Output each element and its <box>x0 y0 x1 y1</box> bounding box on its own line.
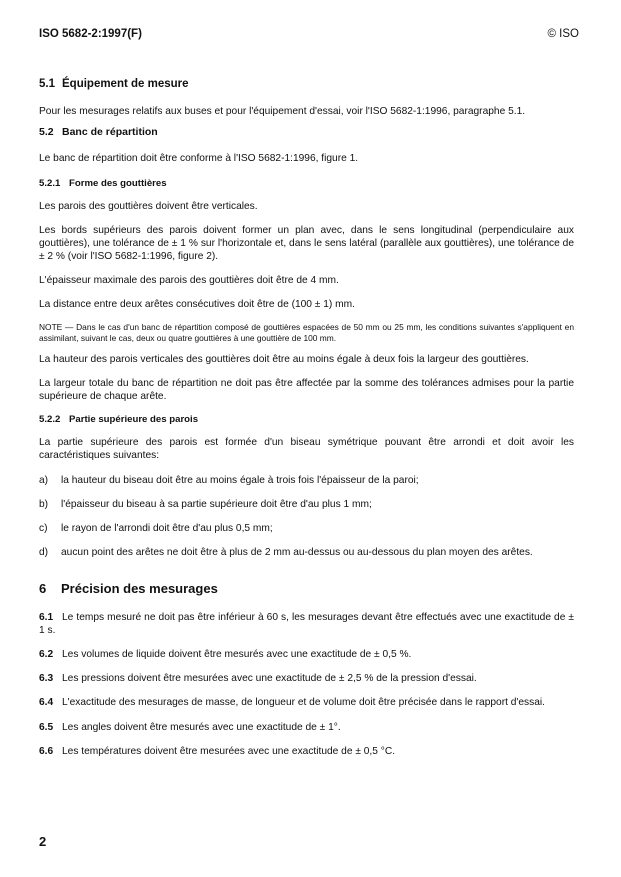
section-title: Équipement de mesure <box>62 78 189 90</box>
clause-number: 6.2 <box>39 649 54 660</box>
clause-text: Les températures doivent être mesurées avec une exactitude de ± 0,5 °C. <box>62 746 396 757</box>
clause-text: Les angles doivent être mesurés avec une exactitude de ± 1°. <box>62 722 341 733</box>
section-title: Forme des gouttières <box>69 178 167 189</box>
page-number: 2 <box>39 834 47 849</box>
section-number: 5.2.1 <box>39 178 61 189</box>
note: NOTE — Dans le cas d'un banc de répartition composé de gouttières espacées de 50 mm ou 25 mm, les conditions suivantes s'appliquent en assimilant, suivant le cas, deux ou quatre gouttières à une gouttière de 100 mm. <box>39 322 574 343</box>
section-heading-5-2-1 <box>39 177 574 190</box>
clause-6-3 <box>39 672 574 685</box>
clause-number: 6.4 <box>39 697 54 708</box>
list-item-label: a) <box>39 475 49 486</box>
section-number: 5.2.2 <box>39 414 61 425</box>
section-title: Précision des mesurages <box>61 581 218 596</box>
list-item-text: la hauteur du biseau doit être au moins égale à trois fois l'épaisseur de la paroi; <box>61 475 419 486</box>
list-item-text: l'épaisseur du biseau à sa partie supérieure doit être d'au plus 1 mm; <box>61 499 372 510</box>
clause-6-2 <box>39 648 574 661</box>
section-title: Partie supérieure des parois <box>69 414 199 425</box>
clause-number: 6.3 <box>39 673 54 684</box>
list-item-label: d) <box>39 547 49 558</box>
section-heading-5-2-2 <box>39 413 574 426</box>
section-number: 5.1 <box>39 78 55 90</box>
paragraph: Le banc de répartition doit être conforme à l'ISO 5682-1:1996, figure 1. <box>39 153 359 164</box>
clause-number: 6.1 <box>39 612 54 623</box>
clause-text: Le temps mesuré ne doit pas être inférieur à 60 s, les mesurages devant être effectués avec une exactitude de ± 1 s. <box>39 612 574 636</box>
clause-text: L'exactitude des mesurages de masse, de longueur et de volume doit être précisée dans le rapport d'essai. <box>62 697 545 708</box>
list-item <box>39 522 574 536</box>
paragraph: Les bords supérieurs des parois doivent former un plan avec, dans le sens longitudinal (perpendiculaire aux gouttières), une tolérance de ± 1 % sur l'horizontale et, dans le sens latéral (parallèle aux gouttières), une tolérance de ± 2 % (voir l'ISO 5682-1:1996, figure 2). <box>39 225 574 262</box>
paragraph: L'épaisseur maximale des parois des gouttières doit être de 4 mm. <box>39 275 339 286</box>
section-heading-5-1 <box>39 78 574 91</box>
list-item-text: le rayon de l'arrondi doit être d'au plus 0,5 mm; <box>61 523 273 534</box>
section-number: 5.2 <box>39 126 54 138</box>
list-item-text: aucun point des arêtes ne doit être à plus de 2 mm au-dessus ou au-dessous du plan moyen des arêtes. <box>61 547 533 558</box>
list-item <box>39 474 574 488</box>
list-item-label: b) <box>39 499 49 510</box>
paragraph: La partie supérieure des parois est formée d'un biseau symétrique pouvant être arrondi et doit avoir les caractéristiques suivantes: <box>39 437 574 461</box>
list-item-label: c) <box>39 523 48 534</box>
section-heading-6 <box>39 582 574 595</box>
section-heading-5-2 <box>39 126 574 139</box>
paragraph: La hauteur des parois verticales des gouttières doit être au moins égale à deux fois la largeur des gouttières. <box>39 354 529 365</box>
paragraph: La distance entre deux arêtes consécutives doit être de (100 ± 1) mm. <box>39 299 355 310</box>
clause-text: Les volumes de liquide doivent être mesurés avec une exactitude de ± 0,5 %. <box>62 649 412 660</box>
clause-6-5 <box>39 721 574 734</box>
clause-number: 6.6 <box>39 746 54 757</box>
section-title: Banc de répartition <box>62 126 158 138</box>
list-item <box>39 546 574 560</box>
document-header-standard: ISO 5682-2:1997(F) <box>39 28 142 40</box>
paragraph: Pour les mesurages relatifs aux buses et pour l'équipement d'essai, voir l'ISO 5682-1:1996, paragraphe 5.1. <box>39 106 526 117</box>
list-item <box>39 498 574 512</box>
document-header-copyright: © ISO <box>547 28 579 40</box>
clause-6-1 <box>39 611 574 637</box>
paragraph: La largeur totale du banc de répartition ne doit pas être affectée par la somme des tolérances admises pour la partie supérieure de chaque arête. <box>39 378 574 402</box>
clause-6-6 <box>39 745 574 758</box>
clause-number: 6.5 <box>39 722 54 733</box>
section-number: 6 <box>39 581 47 596</box>
paragraph: Les parois des gouttières doivent être verticales. <box>39 201 258 212</box>
clause-text: Les pressions doivent être mesurées avec une exactitude de ± 2,5 % de la pression d'essai. <box>62 673 477 684</box>
clause-6-4 <box>39 696 574 709</box>
